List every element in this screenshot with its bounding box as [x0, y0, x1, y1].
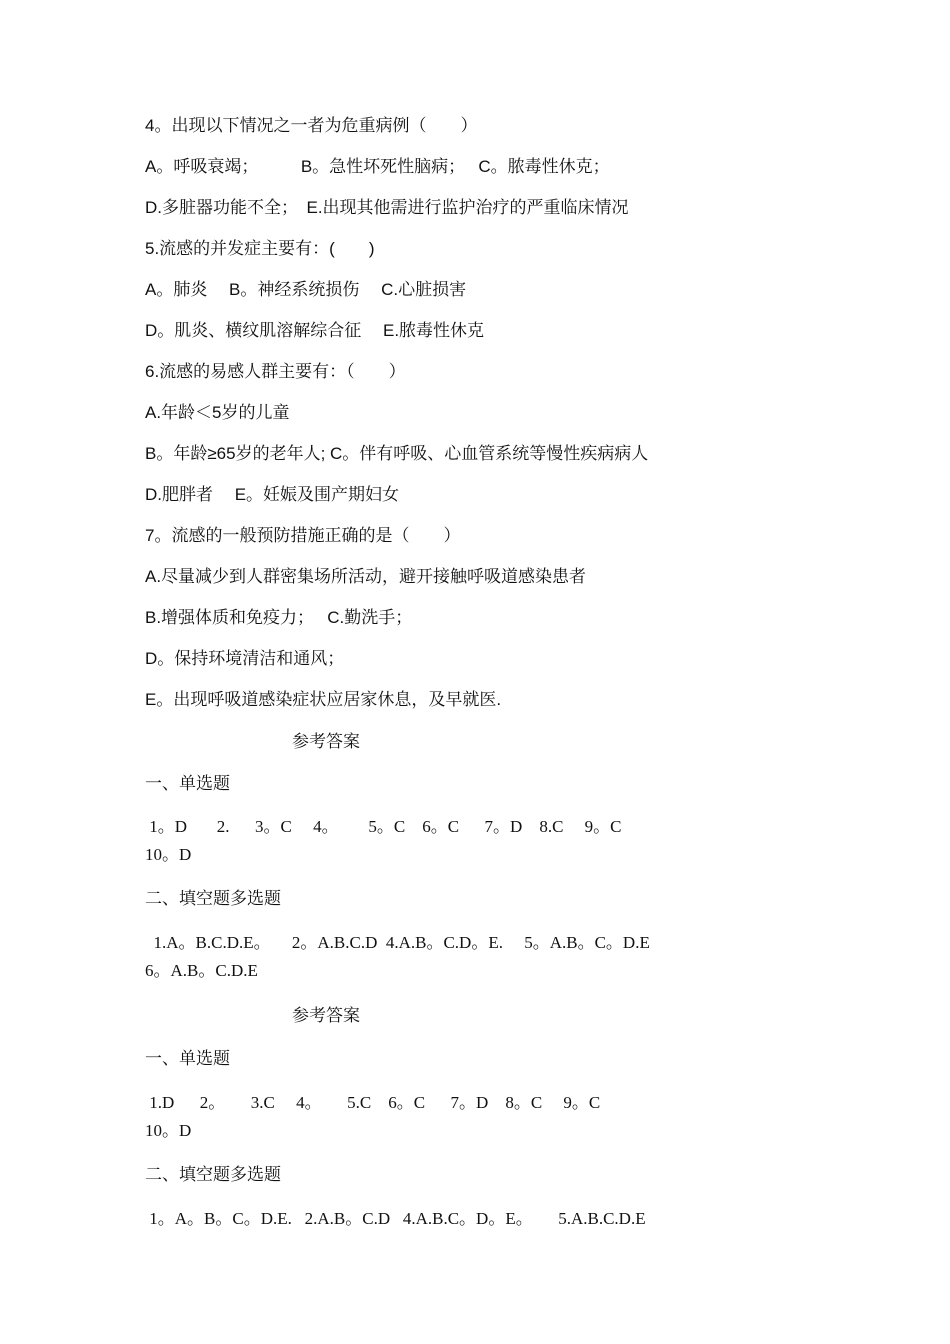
- answer-key-title: 参考答案: [292, 732, 360, 751]
- question-6-options-line-1: A.年龄＜5岁的儿童: [145, 403, 290, 422]
- question-7-options-line-1: A.尽量减少到人群密集场所活动，避开接触呼吸道感染患者: [145, 567, 587, 586]
- question-7-options-line-4: E。出现呼吸道感染症状应居家休息，及早就医.: [145, 690, 502, 709]
- answer-single-choice-line-1-2: 1.D 2。 3.C 4。 5.C 6。C 7。D 8。C 9。C: [145, 1093, 601, 1112]
- answer-single-choice-line-1: 1。D 2. 3。C 4。 5。C 6。C 7。D 8.C 9。C: [145, 817, 622, 836]
- answer-multi-choice-line-1-2: 1。A。B。C。D.E. 2.A.B。C.D 4.A.B.C。D。E。 5.A.B.C.D.E: [145, 1209, 646, 1228]
- answer-single-choice-line-2: 10。D: [145, 845, 192, 864]
- question-7-options-line-2: B.增强体质和免疫力； C.勤洗手；: [145, 608, 413, 627]
- answer-single-choice-heading-2: 一、单选题: [145, 1049, 230, 1068]
- question-4-options-line-2: D.多脏器功能不全； E.出现其他需进行监护治疗的严重临床情况: [145, 198, 629, 217]
- answer-single-choice-heading: 一、单选题: [145, 774, 230, 793]
- question-6-options-line-3: D.肥胖者 E。妊娠及围产期妇女: [145, 485, 400, 504]
- answer-multi-choice-heading: 二、填空题多选题: [145, 889, 281, 908]
- question-4-stem: 4。出现以下情况之一者为危重病例（ ）: [145, 116, 478, 135]
- question-7-options-line-3: D。保持环境清洁和通风；: [145, 649, 345, 668]
- question-5-options-line-2: D。肌炎、横纹肌溶解综合征 E.脓毒性休克: [145, 321, 485, 340]
- question-6-stem: 6.流感的易感人群主要有：（ ）: [145, 362, 406, 381]
- answer-single-choice-line-2-2: 10。D: [145, 1121, 192, 1140]
- question-6-options-line-2: B。年龄≥65岁的老年人; C。伴有呼吸、心血管系统等慢性疾病病人: [145, 444, 649, 463]
- answer-multi-choice-heading-2: 二、填空题多选题: [145, 1165, 281, 1184]
- answer-key-title-2: 参考答案: [292, 1006, 360, 1025]
- answer-multi-choice-line-2: 6。A.B。C.D.E: [145, 961, 258, 980]
- answer-multi-choice-line-1: 1.A。B.C.D.E。 2。A.B.C.D 4.A.B。C.D。E. 5。A.B。C。D.E: [145, 933, 650, 952]
- question-5-stem: 5.流感的并发症主要有：( ): [145, 239, 375, 258]
- question-7-stem: 7。流感的一般预防措施正确的是（ ）: [145, 526, 461, 545]
- question-5-options-line-1: A。肺炎 B。神经系统损伤 C.心脏损害: [145, 280, 467, 299]
- question-4-options-line-1: A。呼吸衰竭； B。急性坏死性脑病； C。脓毒性休克；: [145, 157, 610, 176]
